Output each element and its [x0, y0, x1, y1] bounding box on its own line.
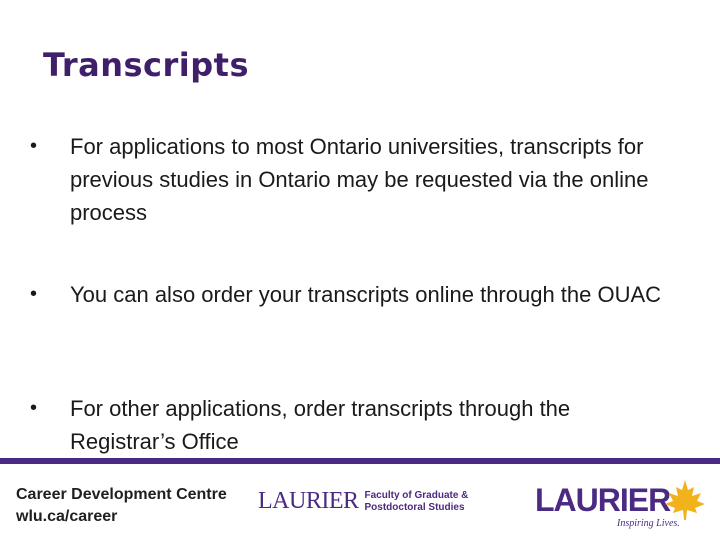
- bullet-text: For applications to most Ontario universities, transcripts for previous studies in Ontario may be requested via the online process: [70, 134, 649, 225]
- bullet-text: You can also order your transcripts online through the OUAC: [70, 282, 662, 307]
- career-centre-name: Career Development Centre: [16, 486, 227, 503]
- laurier-logo: [535, 478, 715, 538]
- bullet-item: [30, 392, 680, 458]
- laurier-wordmark: LAURIER: [535, 482, 671, 518]
- bullet-dot-icon: •: [30, 135, 38, 157]
- bullet-dot-icon: •: [30, 397, 38, 419]
- footer: [0, 464, 720, 540]
- career-centre-url: wlu.ca/career: [16, 508, 118, 525]
- fgps-subtitle: [365, 490, 469, 514]
- laurier-tagline: Inspiring Lives.: [617, 518, 680, 529]
- maple-leaf-icon: [663, 478, 707, 522]
- fgps-subtitle-line1: Faculty of Graduate &: [364, 489, 469, 501]
- bullet-dot-icon: •: [30, 283, 38, 305]
- fgps-subtitle-line2: Postdoctoral Studies: [364, 501, 465, 513]
- bullet-text: For other applications, order transcripts through the Registrar’s Office: [70, 396, 571, 454]
- bullet-item: [30, 278, 661, 311]
- slide-title: Transcripts: [43, 46, 249, 84]
- bullet-item: [30, 130, 680, 229]
- career-centre-block: [16, 484, 227, 528]
- fgps-logo: [258, 488, 468, 515]
- fgps-wordmark: LAURIER: [258, 488, 359, 514]
